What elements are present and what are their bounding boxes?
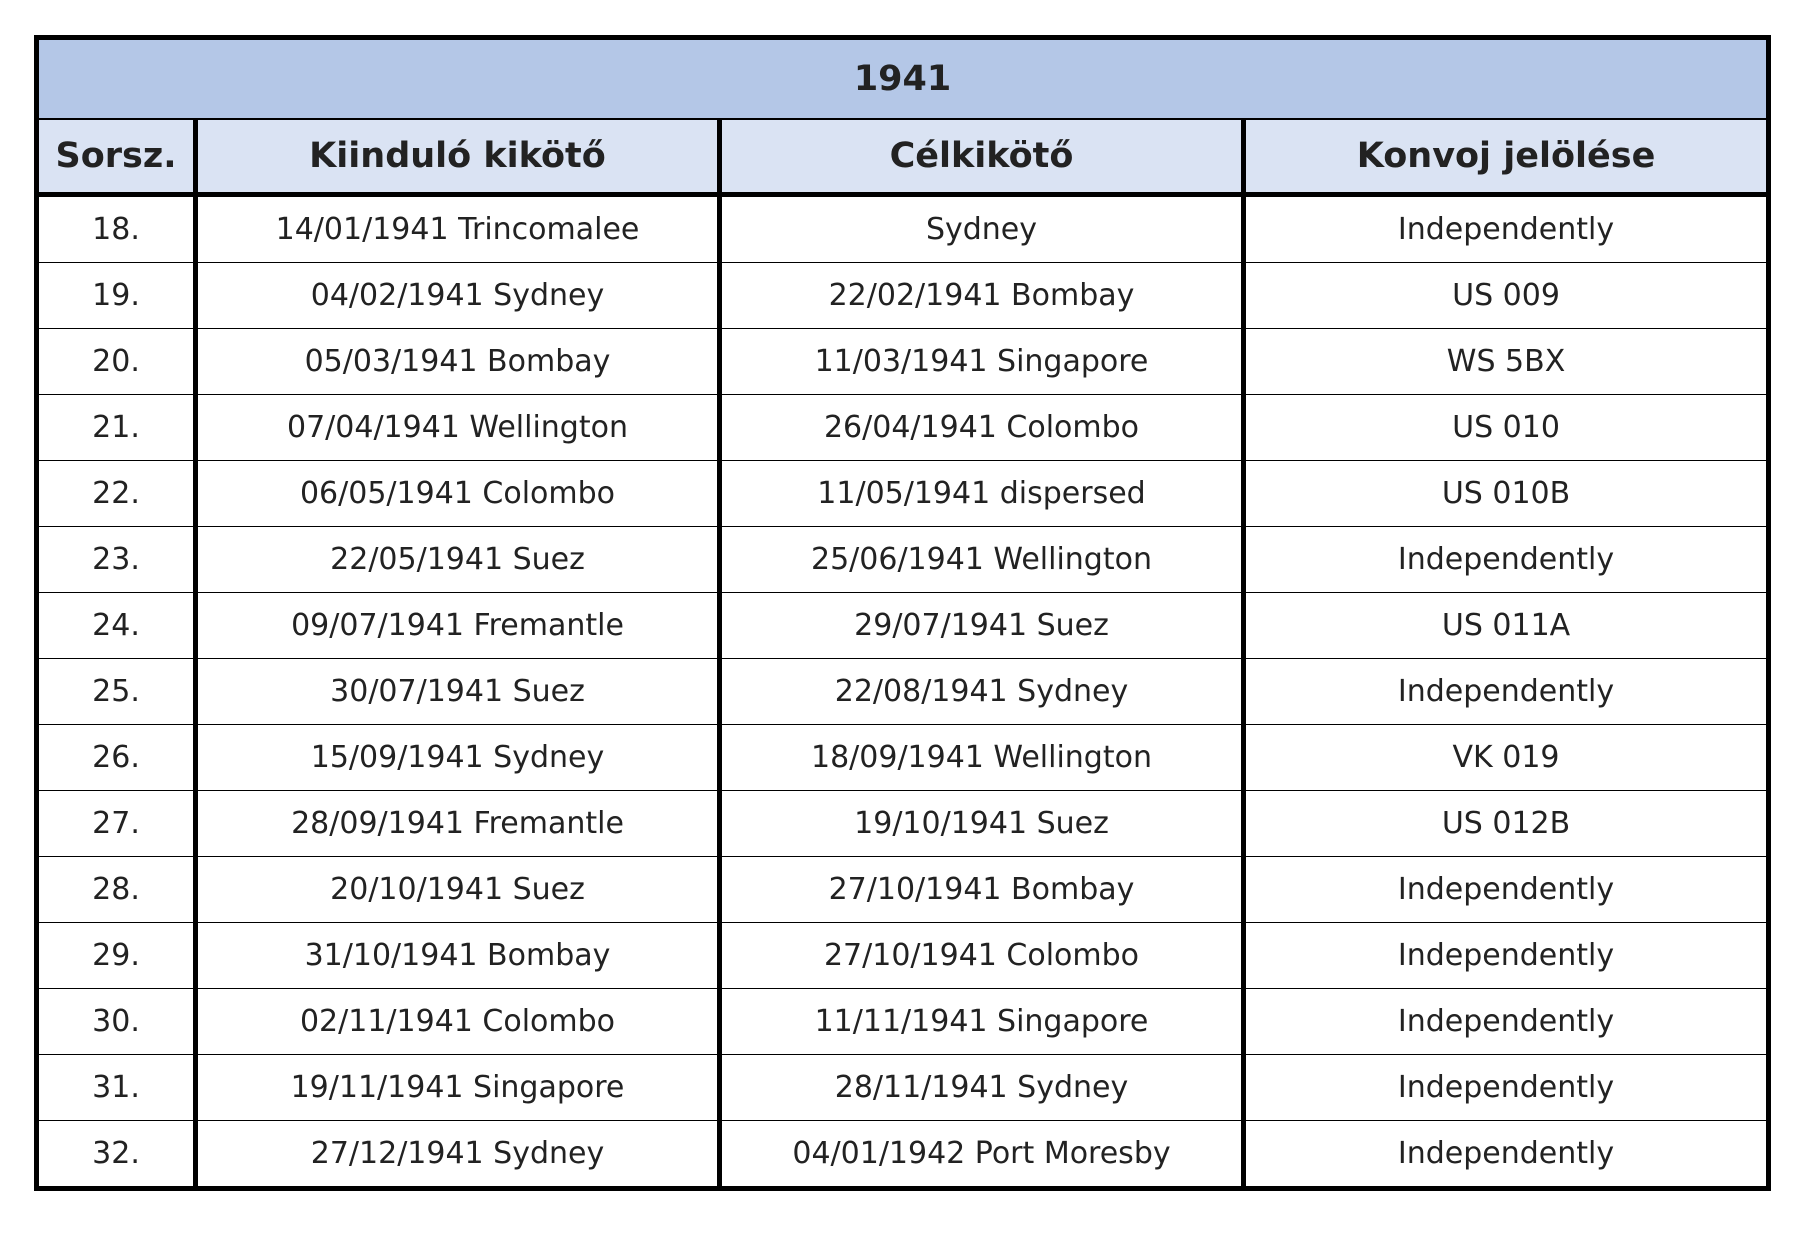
cell-convoy: US 010B bbox=[1244, 461, 1769, 527]
cell-destination-port: 11/11/1941 Singapore bbox=[720, 989, 1244, 1055]
cell-convoy: Independently bbox=[1244, 1121, 1769, 1189]
cell-destination-port: 04/01/1942 Port Moresby bbox=[720, 1121, 1244, 1189]
table-row bbox=[37, 593, 1769, 659]
cell-departure-port: 27/12/1941 Sydney bbox=[196, 1121, 720, 1189]
cell-convoy: Independently bbox=[1244, 527, 1769, 593]
cell-convoy: VK 019 bbox=[1244, 725, 1769, 791]
cell-convoy: Independently bbox=[1244, 923, 1769, 989]
cell-destination-port: 27/10/1941 Bombay bbox=[720, 857, 1244, 923]
cell-destination-port: 19/10/1941 Suez bbox=[720, 791, 1244, 857]
cell-destination-port: 29/07/1941 Suez bbox=[720, 593, 1244, 659]
cell-destination-port: 22/02/1941 Bombay bbox=[720, 263, 1244, 329]
cell-convoy: US 010 bbox=[1244, 395, 1769, 461]
cell-departure-port: 07/04/1941 Wellington bbox=[196, 395, 720, 461]
cell-destination-port: 26/04/1941 Colombo bbox=[720, 395, 1244, 461]
table-row bbox=[37, 195, 1769, 263]
cell-number: 22. bbox=[37, 461, 196, 527]
cell-number: 20. bbox=[37, 329, 196, 395]
table-row bbox=[37, 725, 1769, 791]
table-row bbox=[37, 329, 1769, 395]
cell-departure-port: 22/05/1941 Suez bbox=[196, 527, 720, 593]
table-row bbox=[37, 1055, 1769, 1121]
voyage-table-container bbox=[34, 35, 1766, 1191]
table-row bbox=[37, 857, 1769, 923]
cell-convoy: US 009 bbox=[1244, 263, 1769, 329]
cell-departure-port: 28/09/1941 Fremantle bbox=[196, 791, 720, 857]
table-header bbox=[37, 38, 1769, 195]
table-row bbox=[37, 923, 1769, 989]
cell-destination-port: 27/10/1941 Colombo bbox=[720, 923, 1244, 989]
table-row bbox=[37, 989, 1769, 1055]
cell-number: 29. bbox=[37, 923, 196, 989]
year-header-row bbox=[37, 38, 1769, 120]
cell-departure-port: 06/05/1941 Colombo bbox=[196, 461, 720, 527]
cell-convoy: US 012B bbox=[1244, 791, 1769, 857]
cell-departure-port: 19/11/1941 Singapore bbox=[196, 1055, 720, 1121]
column-header-number: Sorsz. bbox=[37, 119, 196, 195]
table-row bbox=[37, 1121, 1769, 1189]
column-header-destination-port: Célkikötő bbox=[720, 119, 1244, 195]
table-row bbox=[37, 527, 1769, 593]
table-row bbox=[37, 791, 1769, 857]
cell-number: 25. bbox=[37, 659, 196, 725]
year-title: 1941 bbox=[37, 38, 1769, 120]
cell-departure-port: 14/01/1941 Trincomalee bbox=[196, 195, 720, 263]
cell-number: 28. bbox=[37, 857, 196, 923]
cell-departure-port: 04/02/1941 Sydney bbox=[196, 263, 720, 329]
cell-departure-port: 05/03/1941 Bombay bbox=[196, 329, 720, 395]
cell-convoy: US 011A bbox=[1244, 593, 1769, 659]
table-body bbox=[37, 195, 1769, 1189]
table-row bbox=[37, 263, 1769, 329]
cell-number: 30. bbox=[37, 989, 196, 1055]
cell-departure-port: 31/10/1941 Bombay bbox=[196, 923, 720, 989]
cell-number: 21. bbox=[37, 395, 196, 461]
cell-convoy: Independently bbox=[1244, 659, 1769, 725]
cell-departure-port: 30/07/1941 Suez bbox=[196, 659, 720, 725]
cell-number: 19. bbox=[37, 263, 196, 329]
cell-departure-port: 15/09/1941 Sydney bbox=[196, 725, 720, 791]
cell-destination-port: 11/03/1941 Singapore bbox=[720, 329, 1244, 395]
cell-number: 24. bbox=[37, 593, 196, 659]
cell-departure-port: 20/10/1941 Suez bbox=[196, 857, 720, 923]
cell-destination-port: 11/05/1941 dispersed bbox=[720, 461, 1244, 527]
cell-convoy: Independently bbox=[1244, 195, 1769, 263]
column-header-convoy: Konvoj jelölése bbox=[1244, 119, 1769, 195]
table-row bbox=[37, 461, 1769, 527]
cell-destination-port: 25/06/1941 Wellington bbox=[720, 527, 1244, 593]
cell-destination-port: 18/09/1941 Wellington bbox=[720, 725, 1244, 791]
cell-number: 32. bbox=[37, 1121, 196, 1189]
cell-destination-port: 22/08/1941 Sydney bbox=[720, 659, 1244, 725]
cell-convoy: WS 5BX bbox=[1244, 329, 1769, 395]
cell-convoy: Independently bbox=[1244, 1055, 1769, 1121]
column-header-departure-port: Kiinduló kikötő bbox=[196, 119, 720, 195]
cell-number: 18. bbox=[37, 195, 196, 263]
column-header-row bbox=[37, 119, 1769, 195]
cell-convoy: Independently bbox=[1244, 989, 1769, 1055]
voyage-table bbox=[34, 35, 1771, 1191]
cell-destination-port: 28/11/1941 Sydney bbox=[720, 1055, 1244, 1121]
cell-departure-port: 02/11/1941 Colombo bbox=[196, 989, 720, 1055]
cell-number: 31. bbox=[37, 1055, 196, 1121]
cell-convoy: Independently bbox=[1244, 857, 1769, 923]
cell-number: 26. bbox=[37, 725, 196, 791]
table-row bbox=[37, 395, 1769, 461]
table-row bbox=[37, 659, 1769, 725]
cell-number: 27. bbox=[37, 791, 196, 857]
cell-destination-port: Sydney bbox=[720, 195, 1244, 263]
cell-number: 23. bbox=[37, 527, 196, 593]
cell-departure-port: 09/07/1941 Fremantle bbox=[196, 593, 720, 659]
